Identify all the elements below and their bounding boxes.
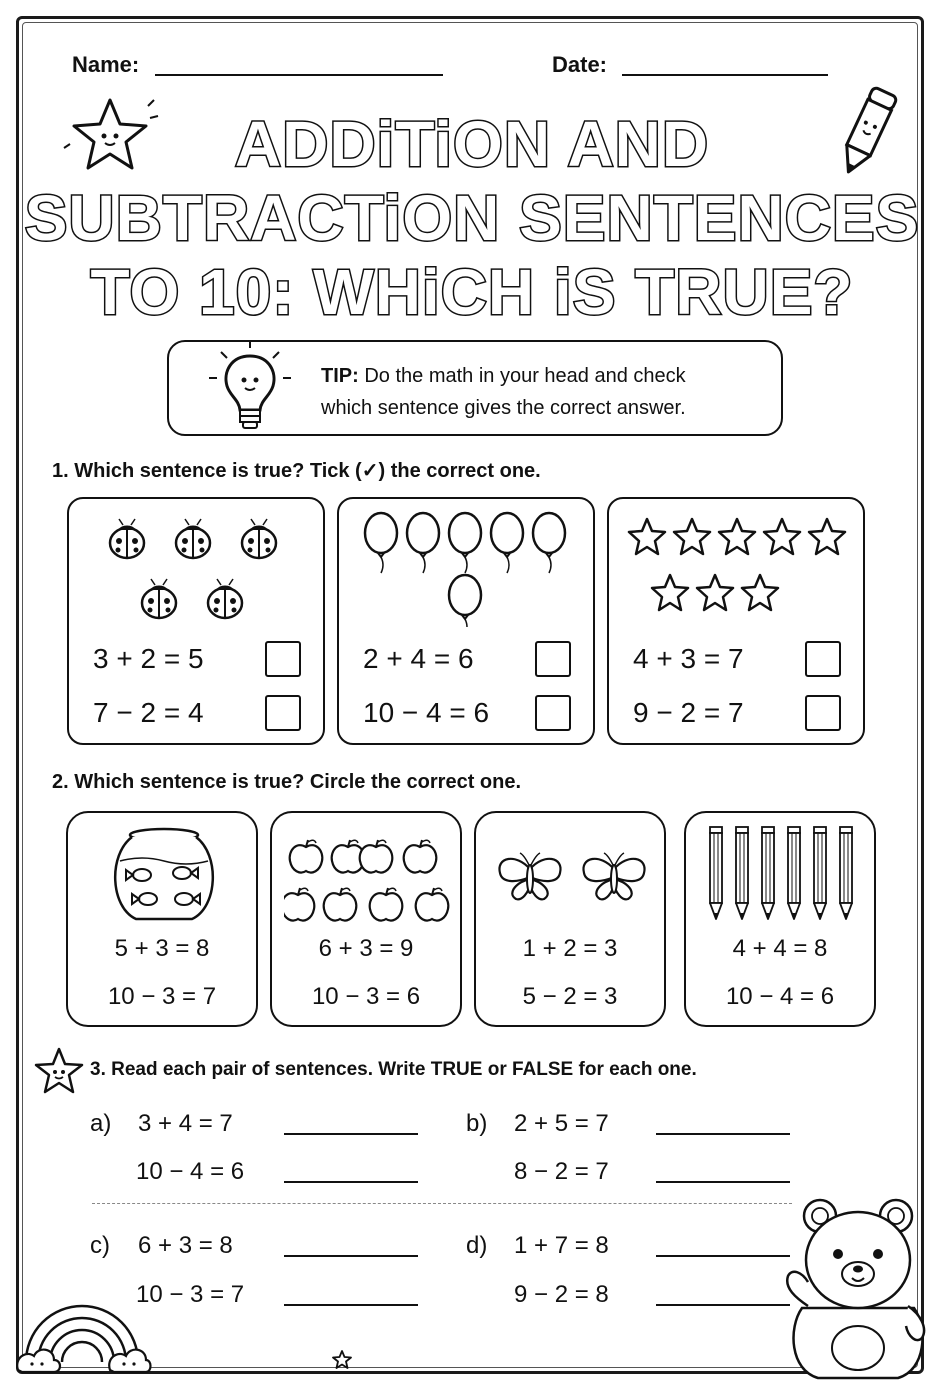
- lightbulb-icon: [207, 338, 293, 442]
- q3-item-b-letter: b): [466, 1110, 488, 1137]
- q3-divider: [92, 1203, 792, 1204]
- fishbowl-icon: [106, 825, 222, 925]
- q1-card-2-tick-box-2[interactable]: [535, 695, 571, 731]
- q2-card-2[interactable]: [270, 811, 462, 1027]
- apple-group-icon: [284, 827, 452, 927]
- q3-item-b-answer-1[interactable]: [656, 1133, 790, 1135]
- title-line-1: ADDiTiON AND: [234, 108, 710, 180]
- tip-box: [167, 340, 783, 436]
- teddy-bear-icon: [778, 1188, 934, 1384]
- q2-card-4-eq-1[interactable]: 4 + 4 = 8: [732, 935, 828, 962]
- q1-card-3: [607, 497, 865, 745]
- q1-card-2-tick-box-1[interactable]: [535, 641, 571, 677]
- q3-item-a-letter: a): [90, 1110, 112, 1137]
- q3-item-a-answer-1[interactable]: [284, 1133, 418, 1135]
- q2-title: 2. Which sentence is true? Circle the correct one.: [52, 771, 522, 793]
- q2-card-1[interactable]: [66, 811, 258, 1027]
- q3-item-a-eq-2: 10 − 4 = 6: [136, 1158, 245, 1185]
- q2-card-1-eq-2[interactable]: 10 − 3 = 7: [107, 983, 217, 1010]
- q3-item-a-answer-2[interactable]: [284, 1181, 418, 1183]
- q1-card-3-tick-box-2[interactable]: [805, 695, 841, 731]
- q1-card-2-eq-2: 10 − 4 = 6: [363, 697, 490, 728]
- tip-label: TIP:: [321, 365, 359, 387]
- name-line[interactable]: [155, 74, 443, 76]
- q1-card-1-tick-box-1[interactable]: [265, 641, 301, 677]
- q2-card-3-eq-1[interactable]: 1 + 2 = 3: [522, 935, 618, 962]
- q3-item-d-eq-1: 1 + 7 = 8: [514, 1232, 609, 1259]
- name-label: Name:: [72, 52, 140, 77]
- q2-card-4-eq-2[interactable]: 10 − 4 = 6: [725, 983, 835, 1010]
- q1-card-3-tick-box-1[interactable]: [805, 641, 841, 677]
- q3-item-a-eq-1: 3 + 4 = 7: [138, 1110, 233, 1137]
- q1-card-2: [337, 497, 595, 745]
- butterfly-group-icon: [490, 839, 654, 919]
- q2-card-3[interactable]: [474, 811, 666, 1027]
- q1-card-3-eq-1: 4 + 3 = 7: [633, 643, 744, 674]
- pencil-group-icon: [704, 823, 860, 925]
- tip-text-1: Do the math in your head and check: [358, 365, 686, 387]
- rainbow-icon: [12, 1262, 152, 1380]
- q3-item-b-answer-2[interactable]: [656, 1181, 790, 1183]
- date-line[interactable]: [622, 74, 828, 76]
- q3-item-c-eq-2: 10 − 3 = 7: [136, 1281, 245, 1308]
- balloon-group-icon: [357, 509, 579, 627]
- q3-item-c-eq-1: 6 + 3 = 8: [138, 1232, 233, 1259]
- title-line-3: TO 10: WHiCH iS TRUE?: [90, 256, 854, 328]
- q3-item-b-eq-1: 2 + 5 = 7: [514, 1110, 609, 1137]
- q3-item-c-answer-2[interactable]: [284, 1304, 418, 1306]
- q1-card-1: [67, 497, 325, 745]
- title-line-2: SUBTRACTiON SENTENCES: [24, 182, 920, 254]
- tip-text: [321, 360, 761, 424]
- q3-item-c-answer-1[interactable]: [284, 1255, 418, 1257]
- q3-item-c-letter: c): [90, 1232, 110, 1259]
- q2-card-4[interactable]: [684, 811, 876, 1027]
- q2-card-1-eq-1[interactable]: 5 + 3 = 8: [114, 935, 210, 962]
- tip-text-2: which sentence gives the correct answer.: [321, 397, 686, 419]
- star-group-icon: [623, 513, 855, 619]
- q1-card-1-tick-box-2[interactable]: [265, 695, 301, 731]
- q1-card-1-eq-1: 3 + 2 = 5: [93, 643, 204, 674]
- q3-title: 3. Read each pair of sentences. Write TRUE or FALSE for each one.: [90, 1059, 697, 1080]
- q3-item-d-eq-2: 9 − 2 = 8: [514, 1281, 609, 1308]
- q3-item-d-answer-2[interactable]: [656, 1304, 790, 1306]
- q1-title: 1. Which sentence is true? Tick (✓) the correct one.: [52, 460, 541, 482]
- q1-card-2-eq-1: 2 + 4 = 6: [363, 643, 474, 674]
- q3-item-d-letter: d): [466, 1232, 488, 1259]
- q3-item-b-eq-2: 8 − 2 = 7: [514, 1158, 609, 1185]
- q3-item-d-answer-1[interactable]: [656, 1255, 790, 1257]
- q2-card-3-eq-2[interactable]: 5 − 2 = 3: [522, 983, 618, 1010]
- small-star-icon: [332, 1350, 352, 1370]
- q2-card-2-eq-1[interactable]: 6 + 3 = 9: [318, 935, 414, 962]
- q2-card-2-eq-2[interactable]: 10 − 3 = 6: [311, 983, 421, 1010]
- date-label: Date:: [552, 52, 608, 77]
- q1-card-3-eq-2: 9 − 2 = 7: [633, 697, 744, 728]
- star-face-icon: [30, 1046, 88, 1098]
- q1-card-1-eq-2: 7 − 2 = 4: [93, 697, 204, 728]
- ladybug-group-icon: [95, 511, 305, 621]
